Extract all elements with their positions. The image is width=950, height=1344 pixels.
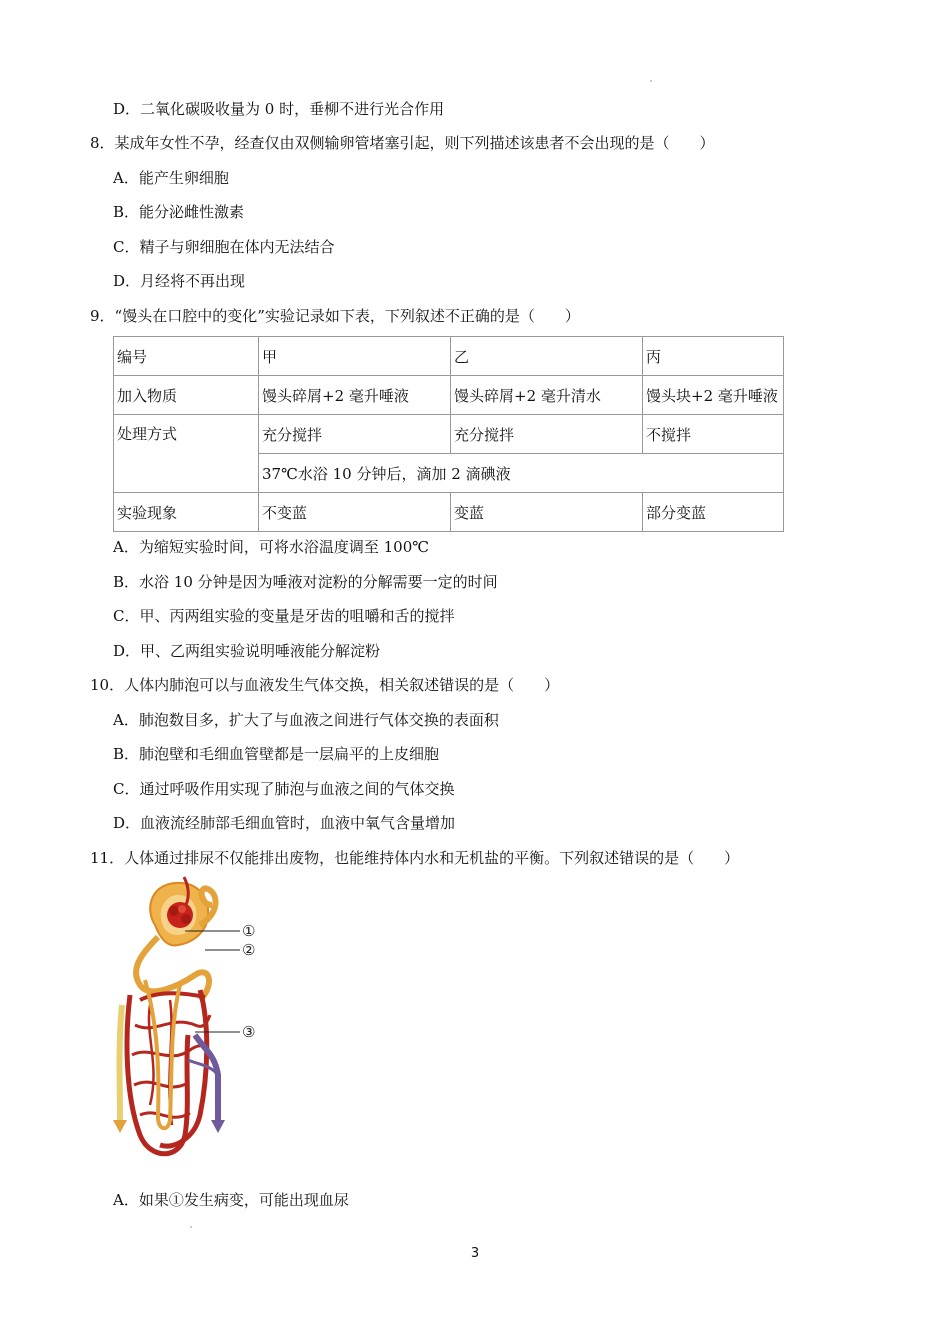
label-1: ① bbox=[242, 922, 256, 940]
table-cell: 处理方式 bbox=[114, 415, 259, 493]
table-cell: 充分搅拌 bbox=[259, 415, 451, 454]
table-cell: 实验现象 bbox=[114, 493, 259, 532]
table-row-result bbox=[114, 493, 784, 532]
q9-option-c: C．甲、丙两组实验的变量是牙齿的咀嚼和舌的搅拌 bbox=[113, 607, 455, 625]
label-2: ② bbox=[242, 941, 256, 959]
table-cell: 乙 bbox=[451, 337, 643, 376]
scan-speck bbox=[650, 80, 652, 82]
table-cell: 不搅拌 bbox=[643, 415, 784, 454]
table-cell: 变蓝 bbox=[451, 493, 643, 532]
table-cell: 部分变蓝 bbox=[643, 493, 784, 532]
q7-option-d: D．二氧化碳吸收量为 0 时，垂柳不进行光合作用 bbox=[113, 100, 445, 118]
table-cell: 甲 bbox=[259, 337, 451, 376]
table-cell: 馒头碎屑+2 毫升清水 bbox=[451, 376, 643, 415]
table-cell: 馒头块+2 毫升唾液 bbox=[643, 376, 784, 415]
q8-option-c: C．精子与卵细胞在体内无法结合 bbox=[113, 238, 335, 256]
q10-option-a: A．肺泡数目多，扩大了与血液之间进行气体交换的表面积 bbox=[113, 711, 499, 729]
table-cell: 充分搅拌 bbox=[451, 415, 643, 454]
table-row-add bbox=[114, 376, 784, 415]
q10-option-b: B．肺泡壁和毛细血管壁都是一层扁平的上皮细胞 bbox=[113, 745, 440, 763]
q11-option-a: A．如果①发生病变，可能出现血尿 bbox=[113, 1191, 349, 1209]
question-10: 10．人体内肺泡可以与血液发生气体交换，相关叙述错误的是（ ） bbox=[90, 676, 560, 694]
nephron-figure bbox=[100, 875, 280, 1165]
q8-option-b: B．能分泌雌性激素 bbox=[113, 203, 245, 221]
label-3: ③ bbox=[242, 1023, 256, 1041]
table-cell: 不变蓝 bbox=[259, 493, 451, 532]
q9-option-d: D．甲、乙两组实验说明唾液能分解淀粉 bbox=[113, 642, 381, 660]
question-9: 9．“馒头在口腔中的变化”实验记录如下表，下列叙述不正确的是（ ） bbox=[90, 307, 580, 325]
q9-option-b: B．水浴 10 分钟是因为唾液对淀粉的分解需要一定的时间 bbox=[113, 573, 498, 591]
q8-option-a: A．能产生卵细胞 bbox=[113, 169, 229, 187]
table-cell: 加入物质 bbox=[114, 376, 259, 415]
q10-option-c: C．通过呼吸作用实现了肺泡与血液之间的气体交换 bbox=[113, 780, 455, 798]
table-cell: 丙 bbox=[643, 337, 784, 376]
table-cell: 37℃水浴 10 分钟后，滴加 2 滴碘液 bbox=[259, 454, 784, 493]
experiment-table bbox=[113, 336, 784, 532]
q9-option-a: A．为缩短实验时间，可将水浴温度调至 100℃ bbox=[113, 538, 430, 556]
nephron-illustration bbox=[100, 875, 280, 1165]
table-row-process bbox=[114, 415, 784, 454]
table-cell: 馒头碎屑+2 毫升唾液 bbox=[259, 376, 451, 415]
q10-option-d: D．血液流经肺部毛细血管时，血液中氧气含量增加 bbox=[113, 814, 456, 832]
scan-speck bbox=[190, 1226, 192, 1228]
table-cell: 编号 bbox=[114, 337, 259, 376]
page-number: 3 bbox=[470, 1246, 480, 1261]
q8-option-d: D．月经将不再出现 bbox=[113, 272, 246, 290]
table-row-header bbox=[114, 337, 784, 376]
question-11: 11．人体通过排尿不仅能排出废物，也能维持体内水和无机盐的平衡。下列叙述错误的是（ ） bbox=[90, 849, 740, 867]
question-8: 8．某成年女性不孕，经查仅由双侧输卵管堵塞引起，则下列描述该患者不会出现的是（ ） bbox=[90, 134, 715, 152]
